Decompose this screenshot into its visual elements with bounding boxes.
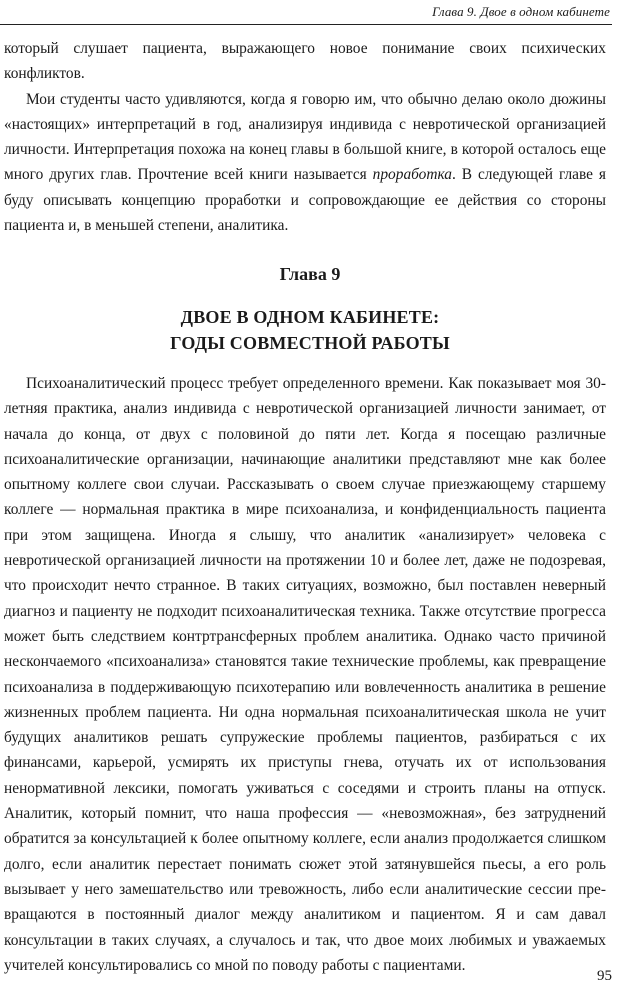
intro-paragraph-2-start: Мои студенты часто удивляются, когда я говорю им, что обычно делаю около дюжины «настоящих» интерпретаций в год, анализируя индивида с невротической организацией личности. Интерпретация похожа на конец главы в большой книге, в которой осталось еще много других глав. Прочтение всей книги называется [4, 90, 606, 184]
intro-text [4, 36, 606, 238]
intro-paragraph-2 [4, 87, 606, 239]
chapter-title-line-1: ДВОЕ В ОДНОМ КАБИНЕТЕ: [180, 307, 440, 327]
chapter-title-line-2: ГОДЫ СОВМЕСТНОЙ РАБОТЫ [170, 333, 450, 353]
chapter-heading [0, 262, 620, 356]
page-number: 95 [597, 968, 612, 984]
body-paragraph-1: Психоаналитический процесс требует определенного времени. Как показывает моя 30-летняя практика, анализ индивида с невротической организацией личности занимает, от начала до конца, от двух с половиной до пяти лет. Когда я посещаю различные психоаналитические организации, начинающие аналитики представляют мне как более опытному коллеге свои случаи. Рассказывать о своем случае приезжающему старшему коллеге — нормальная практика в мире психоанализа, и конфиденциальность пациента при этом защищена. Иногда я слышу, что аналитик «анализирует» человека с невротической организацией личности на протяжении 10 и более лет, даже не подозревая, что происходит нечто странное. В таких ситуациях, возможно, был поставлен неверный диагноз и пациенту не подходит психоаналитическая техника. Также отсутствие прогресса может быть следствием контртрансферных проблем аналитика. Однако часто причиной нескончаемого «психоанализа» становятся такие технические проблемы, как превращение психоанализа в поддерживающую психотерапию или вовлеченность аналитика в решение жизненных проблем пациента. Ни одна нормальная психоаналитическая школа не учит будущих аналитиков решать супружеские проблемы пациентов, разбираться с их финансами, карьерой, усмирять их приступы гнева, отучать их от использования ненормативной лексики, помогать уживаться с соседями и строить планы на отпуск. Аналитик, который помнит, что наша профессия — «невозможная», без затруднений обратится за консультацией к более опытному коллеге, если анализ продолжается слишком долго, если аналитик перестает понимать сюжет этой затянувшейся пьесы, а его роль вызывает у него замешательство или тревожность, либо если аналитические сессии превращаются в постоянный диалог между аналитиком и пациентом. Я и сам давал консультации в таких случаях, а случалось и так, что двое моих любимых и уважаемых учителей консультировались со мной по поводу работы с пациентами. [4, 375, 606, 974]
intro-paragraph-2-end: . В следующей главе я буду описывать концепцию проработки и сопровождающие ее действия со стороны пациента и, в меньшей степени, аналитика. [4, 166, 606, 235]
intro-paragraph-1: который слушает пациента, выражающего новое понимание своих психических конфликтов. [4, 40, 606, 83]
header-rule [0, 24, 612, 25]
chapter-body [4, 371, 606, 978]
chapter-number: Глава 9 [279, 264, 341, 284]
chapter-title [0, 304, 620, 356]
intro-term-prorabotka: проработка [372, 166, 452, 184]
running-head: Глава 9. Двое в одном кабинете [432, 4, 610, 19]
